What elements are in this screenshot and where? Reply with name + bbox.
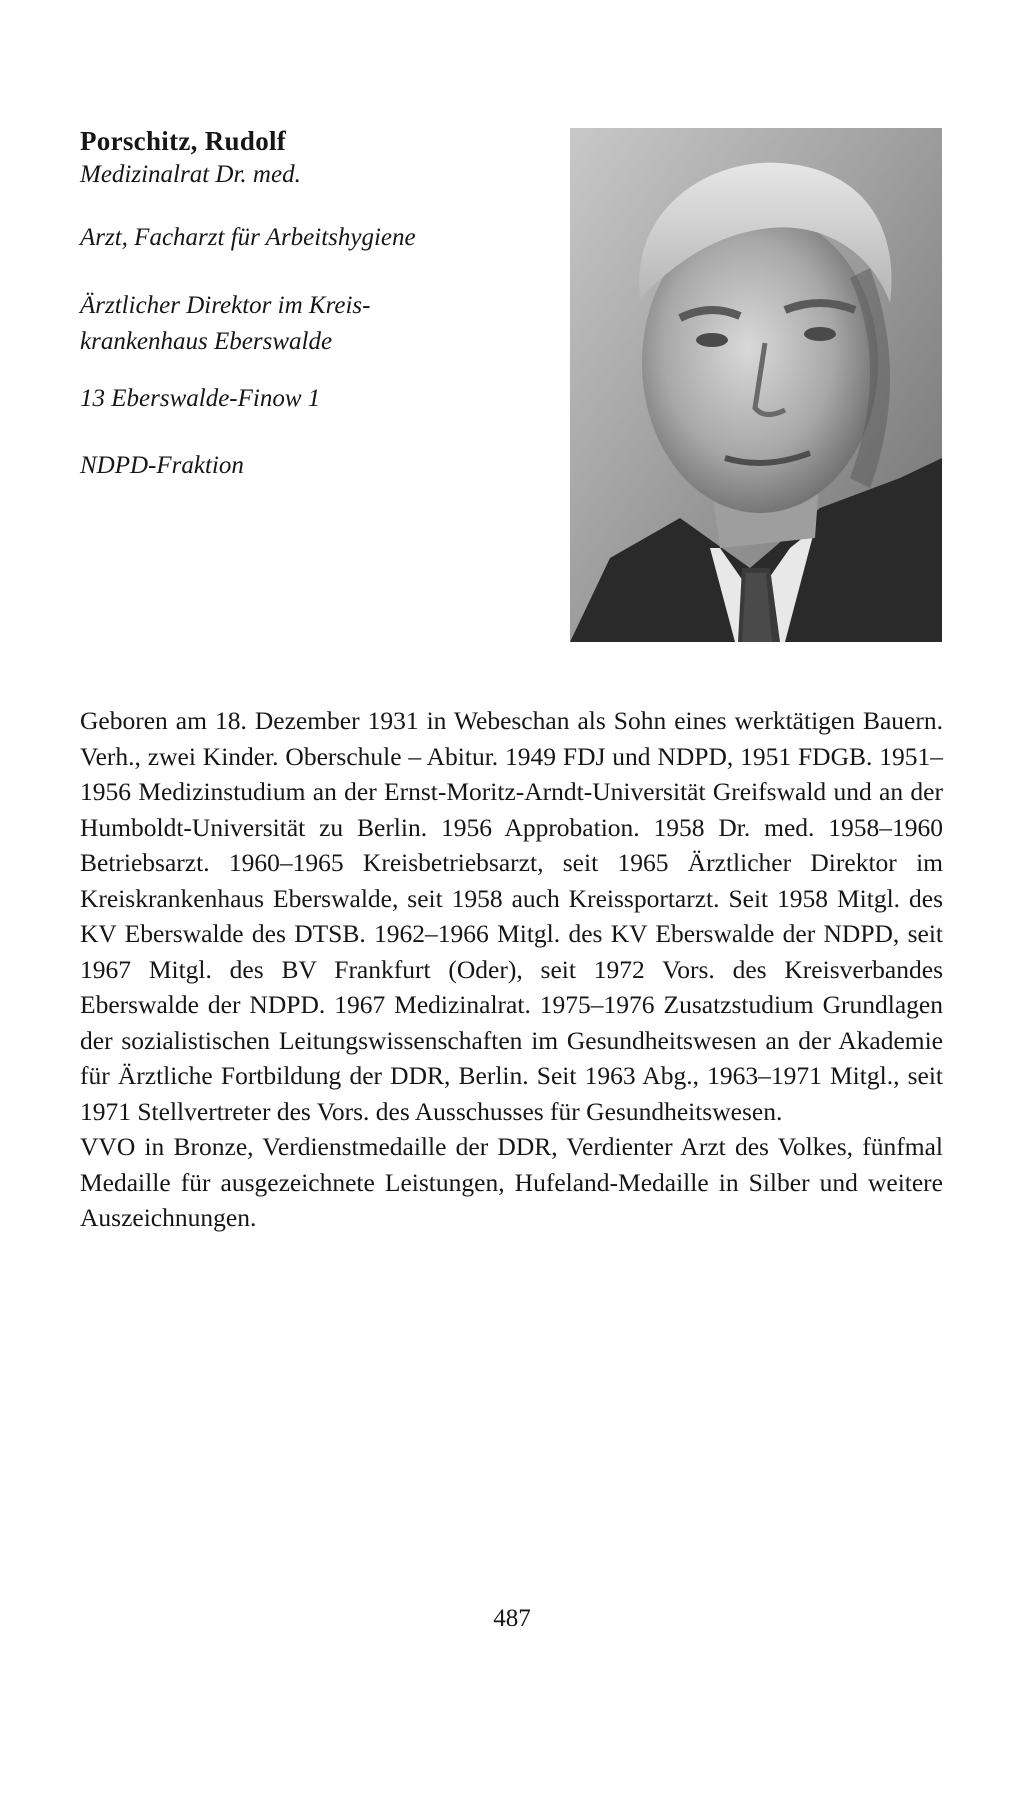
entry-header	[80, 124, 550, 479]
position-line-1: Ärztlicher Direktor im Kreis-	[80, 292, 371, 319]
profession: Arzt, Facharzt für Arbeitshygiene	[80, 224, 416, 251]
position-line-2: krankenhaus Eberswalde	[80, 328, 333, 355]
page-number: 487	[493, 1605, 531, 1632]
fraction: NDPD-Fraktion	[80, 452, 244, 479]
person-title: Medizinalrat Dr. med.	[80, 161, 301, 188]
position	[80, 288, 370, 360]
biography-paragraph-2: VVO in Bronze, Verdienstmedaille der DDR, Verdienter Arzt des Volkes, fünfmal Medaille für ausgezeichnete Leistungen, Hufeland-Medaille in Silber und weitere Auszeichnungen.	[80, 1132, 943, 1232]
person-name: Porschitz, Rudolf	[80, 126, 287, 156]
biography	[80, 703, 943, 1236]
portrait-photo	[570, 128, 942, 642]
biography-paragraph-1: Geboren am 18. Dezember 1931 in Webeschan als Sohn eines werktätigen Bauern. Verh., zwei Kinder. Oberschule – Abitur. 1949 FDJ und NDPD, 1951 FDGB. 1951–1956 Medizinstudium an der Ernst-Moritz-Arndt-Universität Greifswald und an der Humboldt-Universität zu Berlin. 1956 Approbation. 1958 Dr. med. 1958–1960 Betriebsarzt. 1960–1965 Kreisbetriebsarzt, seit 1965 Ärztlicher Direktor im Kreiskrankenhaus Eberswalde, seit 1958 auch Kreissportarzt. Seit 1958 Mitgl. des KV Eberswalde des DTSB. 1962–1966 Mitgl. des KV Eberswalde der NDPD, seit 1967 Mitgl. des BV Frankfurt (Oder), seit 1972 Vors. des Kreisverbandes Eberswalde der NDPD. 1967 Medizinalrat. 1975–1976 Zusatzstudium Grundlagen der sozialistischen Leitungswissenschaften im Gesundheitswesen an der Akademie für Ärztliche Fortbildung der DDR, Berlin. Seit 1963 Abg., 1963–1971 Mitgl., seit 1971 Stellvertreter des Vors. des Ausschusses für Gesundheitswesen.	[80, 706, 943, 1126]
address: 13 Eberswalde-Finow 1	[80, 385, 321, 412]
